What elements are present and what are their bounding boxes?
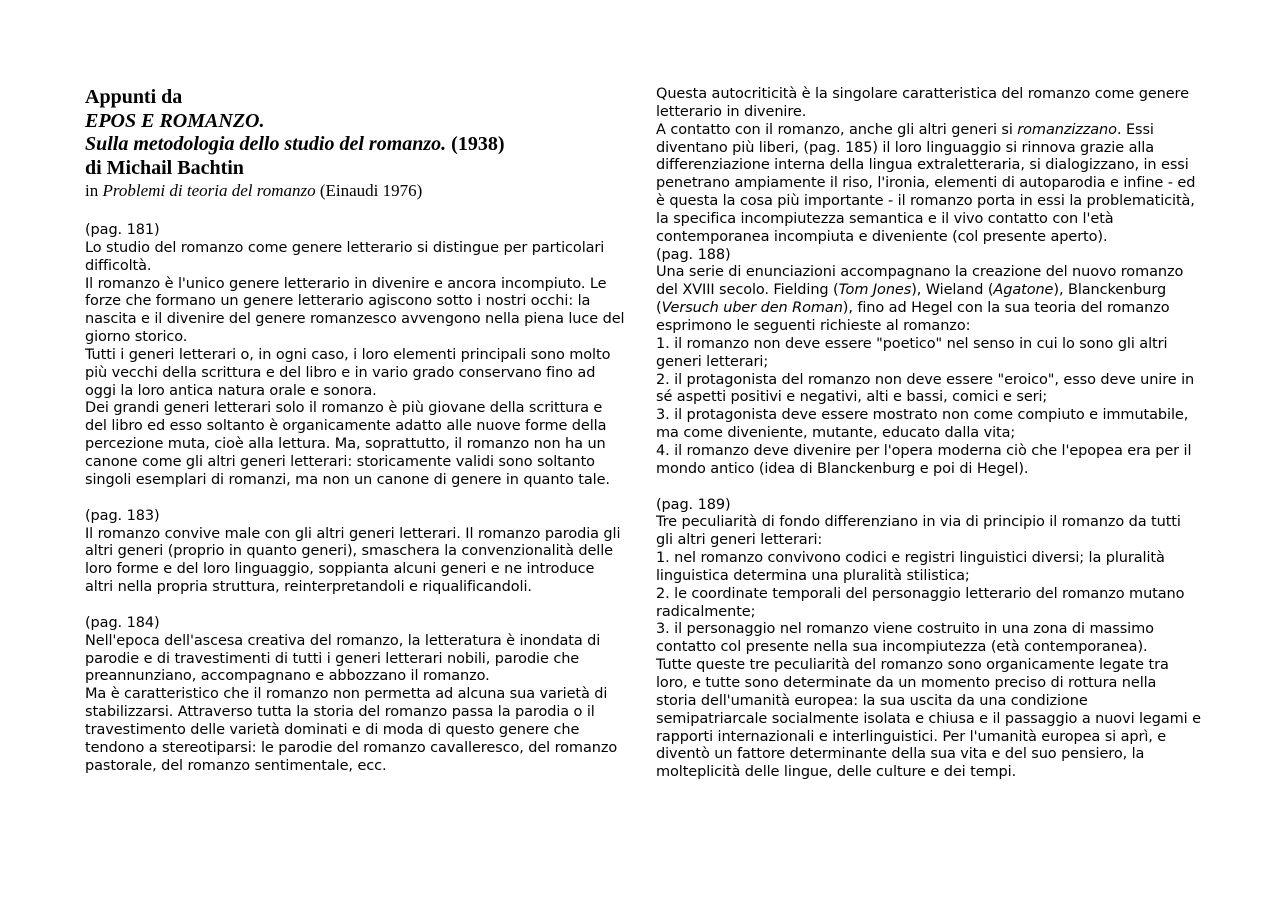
italic-term: romanzizzano bbox=[1017, 121, 1117, 138]
essay-title bbox=[85, 133, 625, 157]
list-item: 1. nel romanzo convivono codici e registri linguistici diversi; la pluralità linguistica determina una pluralità stilistica; bbox=[656, 550, 1165, 584]
source-line bbox=[85, 180, 625, 202]
italic-title: Agatone bbox=[993, 282, 1054, 299]
section-pag-188 bbox=[656, 247, 1201, 479]
left-column bbox=[85, 86, 625, 775]
text-run: ), Blanckenburg ( bbox=[656, 282, 1167, 317]
list-item: 3. il personaggio nel romanzo viene costruito in una zona di massimo contatto col presente nella sua incompiutezza (età contemporanea). bbox=[656, 621, 1154, 656]
section-pag-181 bbox=[85, 222, 625, 490]
paragraph: Il romanzo è l'unico genere letterario in divenire e ancora incompiuto. Le forze che formano un genere letterario agiscono sotto i nostri occhi: la nascita e il divenire del genere romanzesco avvengono nella piena luce del giorno storico. bbox=[85, 275, 625, 346]
book-title: EPOS E ROMANZO. bbox=[85, 109, 265, 132]
list-item: 2. il protagonista del romanzo non deve essere "eroico", esso deve unire in sé aspetti positivi e negativi, alti e bassi, comici e seri; bbox=[656, 371, 1195, 406]
source-suffix: (Einaudi 1976) bbox=[319, 181, 423, 200]
paragraph: Ma è caratteristico che il romanzo non permetta ad alcuna sua varietà di stabilizzarsi. Attraverso tutta la storia del romanzo passa la parodia o il travestimento delle varietà dominati e di moda di questo genere che tendono a stereotiparsi: le parodie del romanzo cavalleresco, del romanzo pastorale, del romanzo sentimentale, ecc. bbox=[85, 686, 618, 774]
paragraph: Tre peculiarità di fondo differenziano in via di principio il romanzo da tutti gli altri generi letterari: bbox=[656, 514, 1181, 549]
section-pag-183 bbox=[85, 508, 625, 597]
author-line: di Michail Bachtin bbox=[85, 156, 244, 179]
text-run: A contatto con il romanzo, anche gli altri generi si bbox=[656, 121, 1013, 138]
list-item: 2. le coordinate temporali del personaggio letterario del romanzo mutano radicalmente; bbox=[656, 585, 1185, 620]
page-ref: (pag. 189) bbox=[656, 496, 731, 513]
paragraph: Tutti i generi letterari o, in ogni caso, i loro elementi principali sono molto più vecchi della scrittura e del libro e in vario grado conservano fino ad oggi la loro antica natura orale e sonora. bbox=[85, 346, 611, 399]
section-pag-184 bbox=[85, 615, 625, 776]
text-run: ), fino ad Hegel con la sua teoria del romanzo esprimono le seguenti richieste al romanzo: bbox=[656, 300, 1170, 334]
page-ref: (pag. 188) bbox=[656, 246, 731, 263]
text-run: ), Wieland ( bbox=[911, 282, 994, 299]
paragraph: Tutte queste tre peculiarità del romanzo sono organicamente legate tra loro, e tutte sono determinate da un momento preciso di rottura nella storia dell'umanità europea: la sua uscita da una condizione semipatriarcale socialmente isolata e chiusa e il passaggio a nuovi legami e rapporti internazionali e interlinguistici. Per l'umanità europea si aprì, e diventò un fattore determinante della sua vita e del suo pensiero, la molteplicità delle lingue, delle culture e dei tempi. bbox=[656, 657, 1201, 781]
right-column bbox=[656, 86, 1201, 782]
text-run: . Essi diventano più liberi, (pag. 185) il loro linguaggio si rinnova grazie alla differenziazione interna della lingua extraletteraria, si dialogizzano, in essi penetrano ampiamente il riso, l'ironia, elementi di autoparodia e infine - ed è questa la cosa più importante - il romanzo porta in essi la problematicità, la specifica incompiutezza semantica e il vivo contatto con l'età contemporanea incompiuta e diveniente (col presente aperto). bbox=[656, 121, 1196, 245]
page-ref: (pag. 184) bbox=[85, 614, 160, 631]
paragraph: Dei grandi generi letterari solo il romanzo è più giovane della scrittura e del libro ed esso soltanto è organicamente adatto alle nuove forme della percezione muta, cioè alla lettura. Ma, soprattutto, il romanzo non ha un canone come gli altri generi letterari: storicamente validi sono soltanto singoli esemplari di romanzi, ma non un canone di genere in quanto tale. bbox=[85, 400, 610, 488]
italic-title: Versuch uber den Roman bbox=[661, 300, 843, 317]
list-item: 3. il protagonista deve essere mostrato non come compiuto e immutabile, ma come diveniente, mutante, educato dalla vita; bbox=[656, 407, 1189, 442]
paragraph bbox=[656, 264, 1201, 335]
source-prefix: in bbox=[85, 181, 99, 200]
paragraph: Nell'epoca dell'ascesa creativa del romanzo, la letteratura è inondata di parodie e di travestimenti di tutti i generi letterari nobili, parodie che preannunziano, accompagnano e abbozzano il romanzo. bbox=[85, 632, 601, 685]
page-ref: (pag. 183) bbox=[85, 507, 160, 524]
paragraph: Il romanzo convive male con gli altri generi letterari. Il romanzo parodia gli altri generi (proprio in quanto generi), smaschera la convenzionalità delle loro forme e del loro linguaggio, soppianta alcuni generi e ne introduce altri nella propria struttura, reinterpretandoli e riqualificandoli. bbox=[85, 525, 621, 596]
text-run: Una serie di enunciazioni accompagnano la creazione del nuovo romanzo del XVIII secolo. Fielding ( bbox=[656, 264, 1184, 299]
page-ref: (pag. 181) bbox=[85, 222, 160, 238]
essay-title-text: Sulla metodologia dello studio del romanzo. bbox=[85, 133, 447, 155]
source-title: Problemi di teoria del romanzo bbox=[102, 181, 316, 200]
list-item: 4. il romanzo deve divenire per l'opera moderna ciò che l'epopea era per il mondo antico (idea di Blanckenburg e poi di Hegel). bbox=[656, 442, 1192, 477]
title-block bbox=[85, 86, 625, 202]
section-pag-189 bbox=[656, 497, 1201, 783]
title-line-1: Appunti da bbox=[85, 86, 183, 108]
list-item: 1. il romanzo non deve essere "poetico" nel senso in cui lo sono gli altri generi letterari; bbox=[656, 335, 1168, 370]
paragraph bbox=[656, 122, 1201, 247]
essay-year: (1938) bbox=[451, 133, 505, 155]
paragraph: Questa autocriticità è la singolare caratteristica del romanzo come genere letterario in divenire. bbox=[656, 86, 1189, 120]
italic-title: Tom Jones bbox=[838, 282, 912, 299]
paragraph: Lo studio del romanzo come genere letterario si distingue per particolari difficoltà. bbox=[85, 239, 605, 274]
section-intro bbox=[656, 86, 1201, 247]
